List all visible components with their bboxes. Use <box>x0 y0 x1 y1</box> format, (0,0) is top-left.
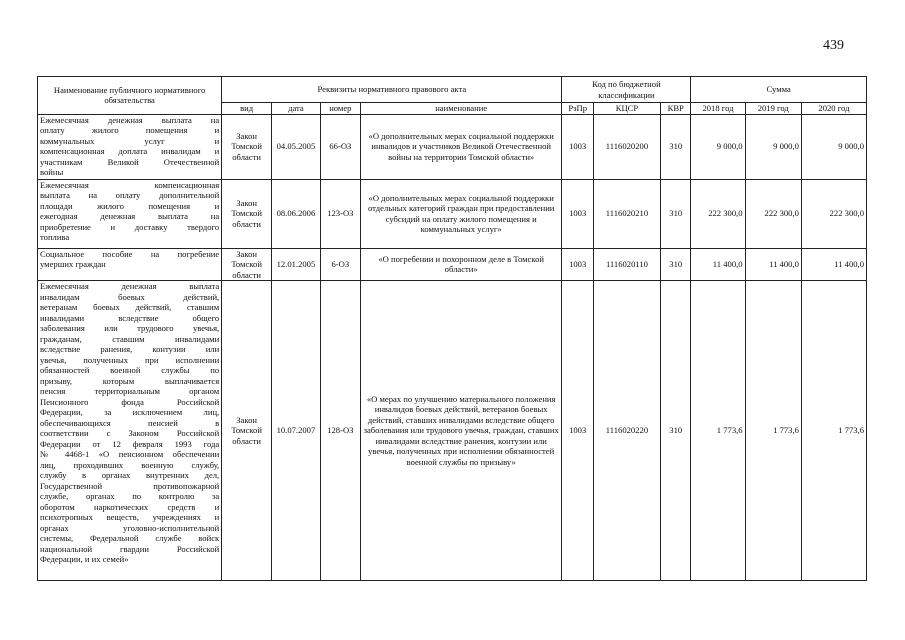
obligation-name-line: оборотом наркотических средств и <box>40 501 220 512</box>
table-row <box>38 179 867 248</box>
obligation-name-line: лиц, проходивших военную службу, <box>40 459 220 470</box>
obligation-name-line: Федерации, и их семей» <box>40 554 129 564</box>
rzpr-cell: 1003 <box>562 281 593 581</box>
act-number-cell: 128-ОЗ <box>320 281 360 581</box>
obligation-name-line: войны <box>40 167 64 177</box>
header-type: вид <box>222 103 272 115</box>
sum-2018-cell: 1 773,6 <box>691 281 745 581</box>
obligation-name-line: оплату жилого помещения и <box>40 125 220 135</box>
sum-2018-cell: 9 000,0 <box>691 114 745 179</box>
table-row <box>38 281 867 581</box>
obligation-name-line: пенсия территориальным органом <box>40 386 220 396</box>
sum-2019-cell: 222 300,0 <box>745 179 801 248</box>
sum-2020-cell: 222 300,0 <box>801 179 866 248</box>
kcsr-cell: 1116020210 <box>593 179 660 248</box>
act-date-cell: 04.05.2005 <box>272 114 321 179</box>
act-type-cell: Закон Томской области <box>222 281 272 581</box>
kvr-cell: 310 <box>661 114 691 179</box>
obligation-name-line: компенсационная доплата инвалидам и <box>40 146 220 156</box>
table-row <box>38 248 867 281</box>
obligation-name-line: Федерации, за исключением лиц, <box>40 407 220 417</box>
obligation-name-line: инвалидам боевых действий, <box>40 291 220 302</box>
obligation-name-line: заболевания или трудового увечья, <box>40 323 220 333</box>
obligation-name-line: призыву, которым выплачивается <box>40 375 220 386</box>
header-date: дата <box>272 103 321 115</box>
obligation-name-line: национальной гвардии Российской <box>40 543 220 554</box>
obligation-name-line: Ежемесячная денежная выплата <box>40 281 220 291</box>
obligations-table <box>37 76 867 581</box>
header-2018: 2018 год <box>691 103 745 115</box>
obligation-name-line: площади жилого помещения и <box>40 200 220 211</box>
obligation-name-line: обязанностей военной службы по <box>40 365 220 375</box>
header-2019: 2019 год <box>745 103 801 115</box>
kvr-cell: 310 <box>661 248 691 281</box>
obligation-name-line: гражданам, ставшим инвалидами <box>40 333 220 344</box>
obligation-name-line: Федерации от 12 февраля 1993 года <box>40 438 220 449</box>
obligation-name-line: Пенсионного фонда Российской <box>40 396 220 407</box>
act-number-cell: 66-ОЗ <box>320 114 360 179</box>
obligation-name-line: службе, органах по контролю за <box>40 491 220 501</box>
obligation-name-cell <box>38 114 222 179</box>
rzpr-cell: 1003 <box>562 248 593 281</box>
header-budget-code: Код по бюджетной классификации <box>562 77 691 103</box>
sum-2020-cell: 9 000,0 <box>801 114 866 179</box>
header-rzpr: РзПр <box>562 103 593 115</box>
header-act-details: Реквизиты нормативного правового акта <box>222 77 562 103</box>
obligation-name-line: психотропных веществ, учреждениях и <box>40 512 220 522</box>
act-title-cell: «О погребении и похоронном деле в Томской области» <box>360 248 562 281</box>
obligation-name-line: вследствие ранения, контузии или <box>40 344 220 354</box>
obligation-name-line: увечья, полученных при исполнении <box>40 354 220 365</box>
obligation-name-line: приобретение и доставку твердого <box>40 221 220 232</box>
sum-2019-cell: 1 773,6 <box>745 281 801 581</box>
header-number: номер <box>320 103 360 115</box>
obligation-name-line: № 4468-1 «О пенсионном обеспечении <box>40 449 220 459</box>
obligation-name-line: умерших граждан <box>40 259 106 269</box>
act-title-cell: «О дополнительных мерах социальной поддержки инвалидов и участников Великой Отечественной войны на территории Томской области» <box>360 114 562 179</box>
kvr-cell: 310 <box>661 179 691 248</box>
act-type-cell: Закон Томской области <box>222 114 272 179</box>
obligation-name-line: Ежемесячная денежная выплата на <box>40 114 220 125</box>
kcsr-cell: 1116020200 <box>593 114 660 179</box>
header-sum: Сумма <box>691 77 867 103</box>
obligation-name-line: соответствии с Законом Российской <box>40 428 220 438</box>
obligation-name-line: системы, Федеральной службе войск <box>40 533 220 543</box>
obligation-name-line: Ежемесячная компенсационная <box>40 179 220 190</box>
act-type-cell: Закон Томской области <box>222 179 272 248</box>
header-title: наименование <box>360 103 562 115</box>
table-row <box>38 114 867 179</box>
obligation-name-cell <box>38 179 222 248</box>
kvr-cell: 310 <box>661 281 691 581</box>
obligation-name-line: Государственной противопожарной <box>40 480 220 491</box>
obligation-name-line: ветеранам боевых действий, ставшим <box>40 302 220 312</box>
sum-2018-cell: 11 400,0 <box>691 248 745 281</box>
obligation-name-line: обеспечивающихся пенсией в <box>40 417 220 428</box>
header-obligation-name: Наименование публичного нормативного обязательства <box>38 77 222 115</box>
obligation-name-line: инвалидами вследствие общего <box>40 312 220 323</box>
obligation-name-line: топлива <box>40 232 70 242</box>
sum-2020-cell: 1 773,6 <box>801 281 866 581</box>
obligation-name-line: Социальное пособие на погребение <box>40 248 220 259</box>
sum-2019-cell: 9 000,0 <box>745 114 801 179</box>
obligation-name-line: выплата на оплату дополнительной <box>40 190 220 200</box>
obligation-name-cell <box>38 248 222 281</box>
kcsr-cell: 1116020110 <box>593 248 660 281</box>
kcsr-cell: 1116020220 <box>593 281 660 581</box>
act-date-cell: 12.01.2005 <box>272 248 321 281</box>
obligation-name-line: ежегодная денежная выплата на <box>40 211 220 221</box>
sum-2020-cell: 11 400,0 <box>801 248 866 281</box>
act-type-cell: Закон Томской области <box>222 248 272 281</box>
sum-2019-cell: 11 400,0 <box>745 248 801 281</box>
header-kcsr: КЦСР <box>593 103 660 115</box>
act-number-cell: 123-ОЗ <box>320 179 360 248</box>
act-title-cell: «О дополнительных мерах социальной поддержки отдельных категорий граждан при предоставлении субсидий на оплату жилого помещения и коммунальных услуг» <box>360 179 562 248</box>
act-number-cell: 6-ОЗ <box>320 248 360 281</box>
obligation-name-line: участникам Великой Отечественной <box>40 156 220 167</box>
page-number: 439 <box>823 38 844 53</box>
act-date-cell: 10.07.2007 <box>272 281 321 581</box>
rzpr-cell: 1003 <box>562 114 593 179</box>
header-kvr: КВР <box>661 103 691 115</box>
obligation-name-cell <box>38 281 222 581</box>
obligation-name-line: службу в органах внутренних дел, <box>40 470 220 480</box>
obligation-name-line: коммунальных услуг и <box>40 135 220 146</box>
header-2020: 2020 год <box>801 103 866 115</box>
act-title-cell: «О мерах по улучшению материального положения инвалидов боевых действий, ветеранов боевых действий, ставших инвалидами вследствие общего заболевания или трудового увечья, граждан, ставших инвалидами вследствие ранения, контузии или увечья, полученных при исполнении обязанностей военной службы по призыву» <box>360 281 562 581</box>
rzpr-cell: 1003 <box>562 179 593 248</box>
sum-2018-cell: 222 300,0 <box>691 179 745 248</box>
obligation-name-line: органах уголовно-исполнительной <box>40 522 220 533</box>
act-date-cell: 08.06.2006 <box>272 179 321 248</box>
